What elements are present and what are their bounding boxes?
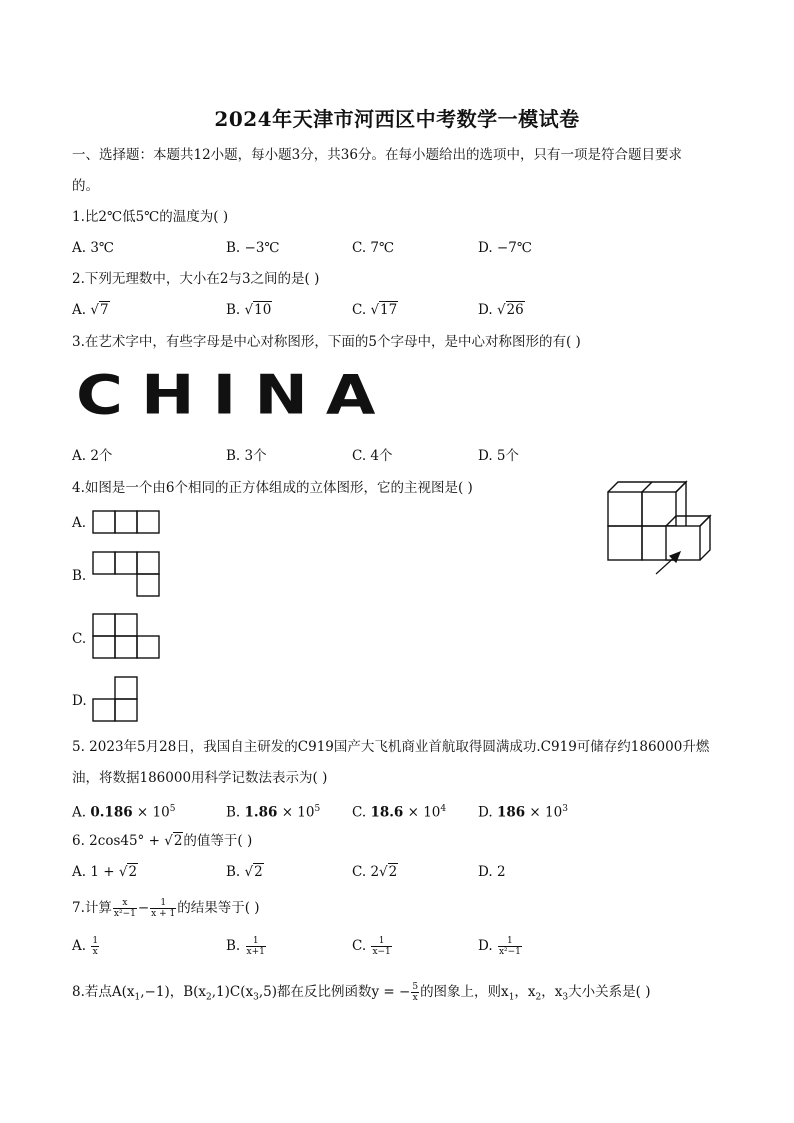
q4-option-d-figure <box>92 676 142 724</box>
q1-option-c: C. 7℃ <box>352 240 395 256</box>
q4-solid-figure <box>604 478 724 578</box>
q7-option-b: B. $\frac{1}{x+1}$ <box>226 936 265 957</box>
q6-option-a: A. 1 + √2 <box>72 864 138 880</box>
q6-option-d: D. 2 <box>478 864 506 880</box>
q2-option-a: A. √7 <box>72 302 109 318</box>
q4-option-b-figure <box>92 551 162 599</box>
section-intro-line2: 的。 <box>72 178 99 194</box>
q6-option-b: B. √2 <box>226 864 263 880</box>
q4-option-a-figure <box>92 510 162 536</box>
q2-option-d: D. √26 <box>478 302 524 318</box>
q1-option-b: B. −3℃ <box>226 240 280 256</box>
q5-option-a: A. $0.186 \times 10^5$ <box>72 804 176 821</box>
china-art-text: CHINA <box>76 364 394 428</box>
q4-stem: 4.如图是一个由6个相同的正方体组成的立体图形，它的主视图是( ) <box>72 480 473 496</box>
q6-option-c: C. 2√2 <box>352 864 398 880</box>
q2-option-b: B. √10 <box>226 302 272 318</box>
q4-option-c-figure <box>92 613 162 661</box>
q7-option-a: A. $\frac{1}{x}$ <box>72 936 99 957</box>
q1-stem: 1.比2℃低5℃的温度为( ) <box>72 209 229 225</box>
q4-option-c-label: C. <box>72 631 87 647</box>
q7-option-d: D. $\frac{1}{\text{x²−1}}$ <box>478 936 521 957</box>
section-intro-line1: 一、选择题：本题共12小题，每小题3分，共36分。在每小题给出的选项中，只有一项是符合题目要求 <box>72 147 682 163</box>
q5-stem-line2: 油，将数据186000用科学记数法表示为( ) <box>72 770 328 786</box>
q4-option-b-label: B. <box>72 568 87 584</box>
page-title: 2024年天津市河西区中考数学一模试卷 <box>214 107 580 131</box>
q5-option-c: C. $18.6 \times 10^4$ <box>352 804 447 821</box>
q3-option-c: C. 4个 <box>352 448 393 464</box>
q2-stem: 2.下列无理数中，大小在2与3之间的是( ) <box>72 271 320 287</box>
q2-option-c: C. √17 <box>352 302 398 318</box>
q5-option-b: B. $1.86 \times 10^5$ <box>226 804 321 821</box>
q5-option-d: D. $186 \times 10^3$ <box>478 804 568 821</box>
q3-option-a: A. 2个 <box>72 448 113 464</box>
q5-stem-line1: 5. 2023年5月28日，我国自主研发的C919国产大飞机商业首航取得圆满成功.C919可储存约186000升燃 <box>72 739 710 755</box>
q7-option-c: C. $\frac{1}{x-1}$ <box>352 936 391 957</box>
q3-option-d: D. 5个 <box>478 448 520 464</box>
q1-option-a: A. 3℃ <box>72 240 115 256</box>
q4-option-d-label: D. <box>72 693 87 709</box>
q6-stem: 6. 2cos45° + √2的值等于( ) <box>72 833 253 849</box>
q1-option-d: D. −7℃ <box>478 240 532 256</box>
q8-stem: 8.若点$A(x_1,-1)$，$B(x_2,1)C(x_3,5)$都在反比例函数y = − $\frac{5}{x}$ 的图象上，则$x_1$，$x_2$，$x_3$大小关系是( ) <box>72 982 651 1003</box>
q3-stem: 3.在艺术字中，有些字母是中心对称图形，下面的5个字母中，是中心对称图形的有( ) <box>72 334 581 350</box>
q7-stem: 7.计算 $\frac{x}{\text{x²−1}}$ − $\frac{1}{x + 1}$ 的结果等于( ) <box>72 898 260 919</box>
q4-option-a-label: A. <box>72 515 87 531</box>
q3-option-b: B. 3个 <box>226 448 267 464</box>
